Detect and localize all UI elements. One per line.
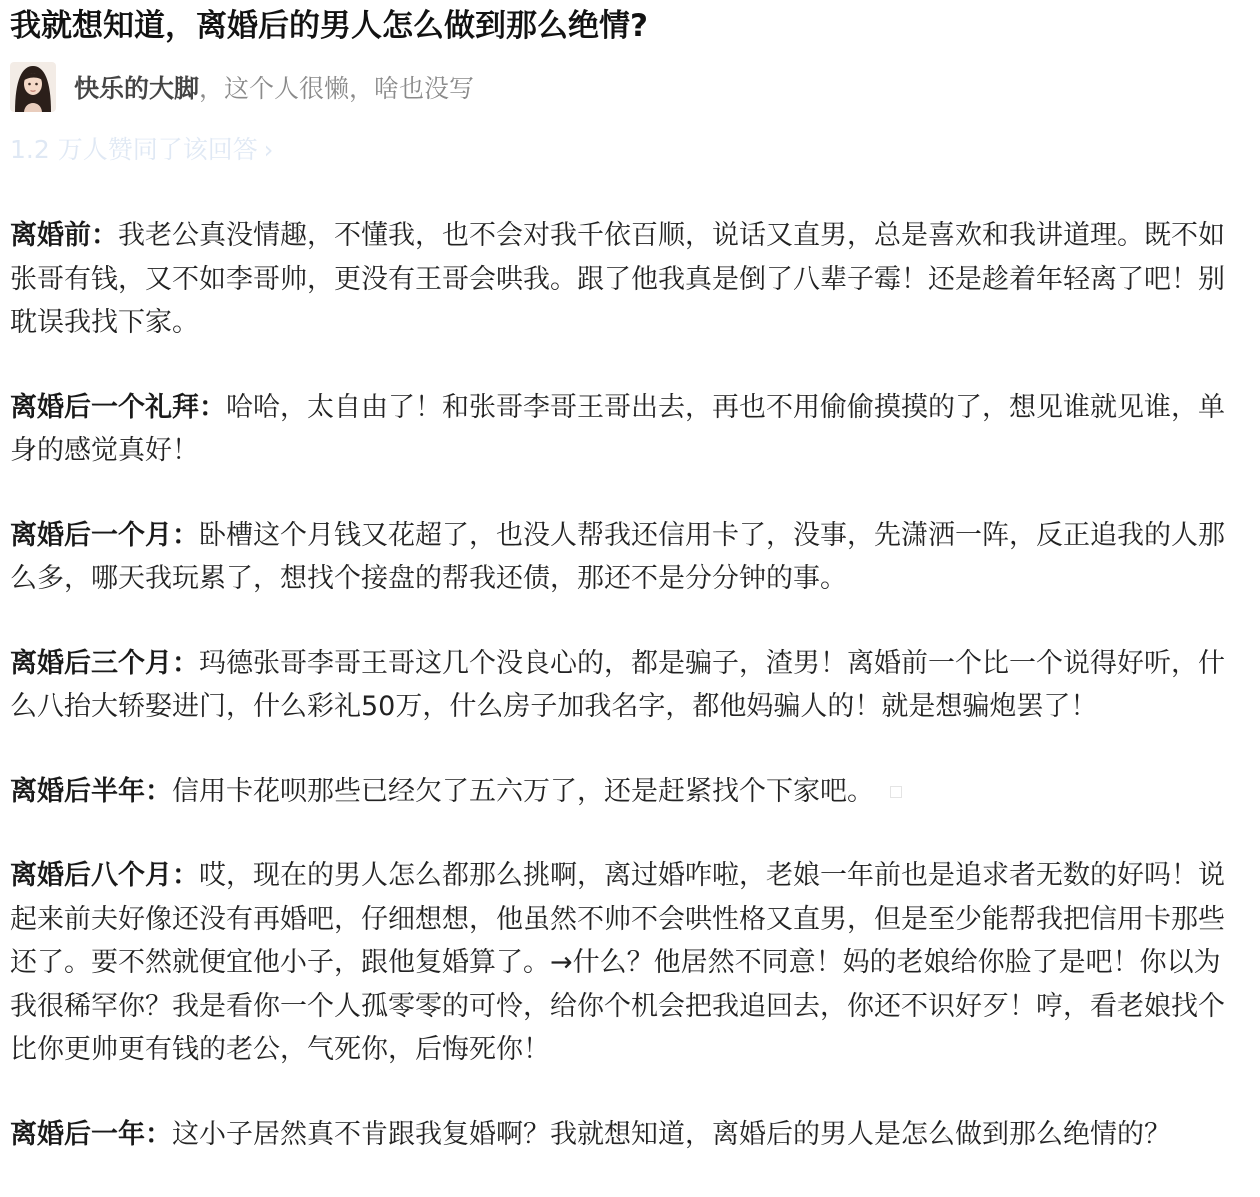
paragraph-text: 这小子居然真不肯跟我复婚啊？我就想知道，离婚后的男人是怎么做到那么绝情的？ xyxy=(172,1118,1171,1150)
paragraph-label: 离婚后八个月： xyxy=(10,860,199,891)
avatar[interactable] xyxy=(10,62,56,112)
paragraph-text: 信用卡花呗那些已经欠了五六万了，还是赶紧找个下家吧。 xyxy=(172,775,874,807)
author-name[interactable]: 快乐的大脚 xyxy=(74,74,200,103)
answer-paragraph xyxy=(10,642,1225,729)
chevron-right-icon: › xyxy=(263,136,274,164)
paragraph-label: 离婚后半年： xyxy=(10,775,172,807)
answer-paragraph xyxy=(10,770,1225,814)
paragraph-label: 离婚前： xyxy=(10,220,118,251)
paragraph-text: 我老公真没情趣，不懂我，也不会对我千依百顺，说话又直男，总是喜欢和我讲道理。既不如张哥有钱，又不如李哥帅，更没有王哥会哄我。跟了他我真是倒了八辈子霉！还是趁着年轻离了吧！别耽误我找下家。 xyxy=(10,220,1225,338)
answer-content xyxy=(10,214,1225,1156)
paragraph-text: 卧槽这个月钱又花超了，也没人帮我还信用卡了，没事，先潇洒一阵，反正追我的人那么多，哪天我玩累了，想找个接盘的帮我还债，那还不是分分钟的事。 xyxy=(10,519,1225,594)
answer-paragraph xyxy=(10,386,1225,473)
paragraph-label: 离婚后一年： xyxy=(10,1118,172,1150)
answer-paragraph xyxy=(10,214,1225,345)
paragraph-text: 哈哈，太自由了！和张哥李哥王哥出去，再也不用偷偷摸摸的了，想见谁就见谁，单身的感觉真好！ xyxy=(10,391,1225,466)
square-marker-icon xyxy=(890,786,902,798)
author-info xyxy=(10,60,1225,114)
vote-count-link[interactable] xyxy=(10,132,1225,168)
answer-paragraph xyxy=(10,514,1225,601)
question-title[interactable]: 我就想知道，离婚后的男人怎么做到那么绝情? xyxy=(10,8,648,44)
answer-paragraph xyxy=(10,854,1225,1072)
answer-page xyxy=(10,0,1225,1197)
answer-paragraph xyxy=(10,1113,1225,1157)
vote-count-text: 1.2 万人赞同了该回答 xyxy=(10,135,258,164)
paragraph-text: 玛德张哥李哥王哥这几个没良心的，都是骗子，渣男！离婚前一个比一个说得好听，什么八抬大轿娶进门，什么彩礼50万，什么房子加我名字，都他妈骗人的！就是想骗炮罢了！ xyxy=(10,647,1225,722)
paragraph-text: 哎，现在的男人怎么都那么挑啊，离过婚咋啦，老娘一年前也是追求者无数的好吗！说起来前夫好像还没有再婚吧，仔细想想，他虽然不帅不会哄性格又直男，但是至少能帮我把信用卡那些还了。要不然就便宜他小子，跟他复婚算了。→什么？他居然不同意！妈的老娘给你脸了是吧！你以为我很稀罕你？我是看你一个人孤零零的可怜，给你个机会把我追回去，你还不识好歹！哼，看老娘找个比你更帅更有钱的老公，气死你，后悔死你！ xyxy=(10,860,1225,1065)
paragraph-label: 离婚后一个礼拜： xyxy=(10,391,226,423)
paragraph-label: 离婚后一个月： xyxy=(10,519,199,551)
avatar-image xyxy=(10,62,56,112)
author-bio: ，这个人很懒，啥也没写 xyxy=(199,74,475,103)
paragraph-label: 离婚后三个月： xyxy=(10,647,199,679)
